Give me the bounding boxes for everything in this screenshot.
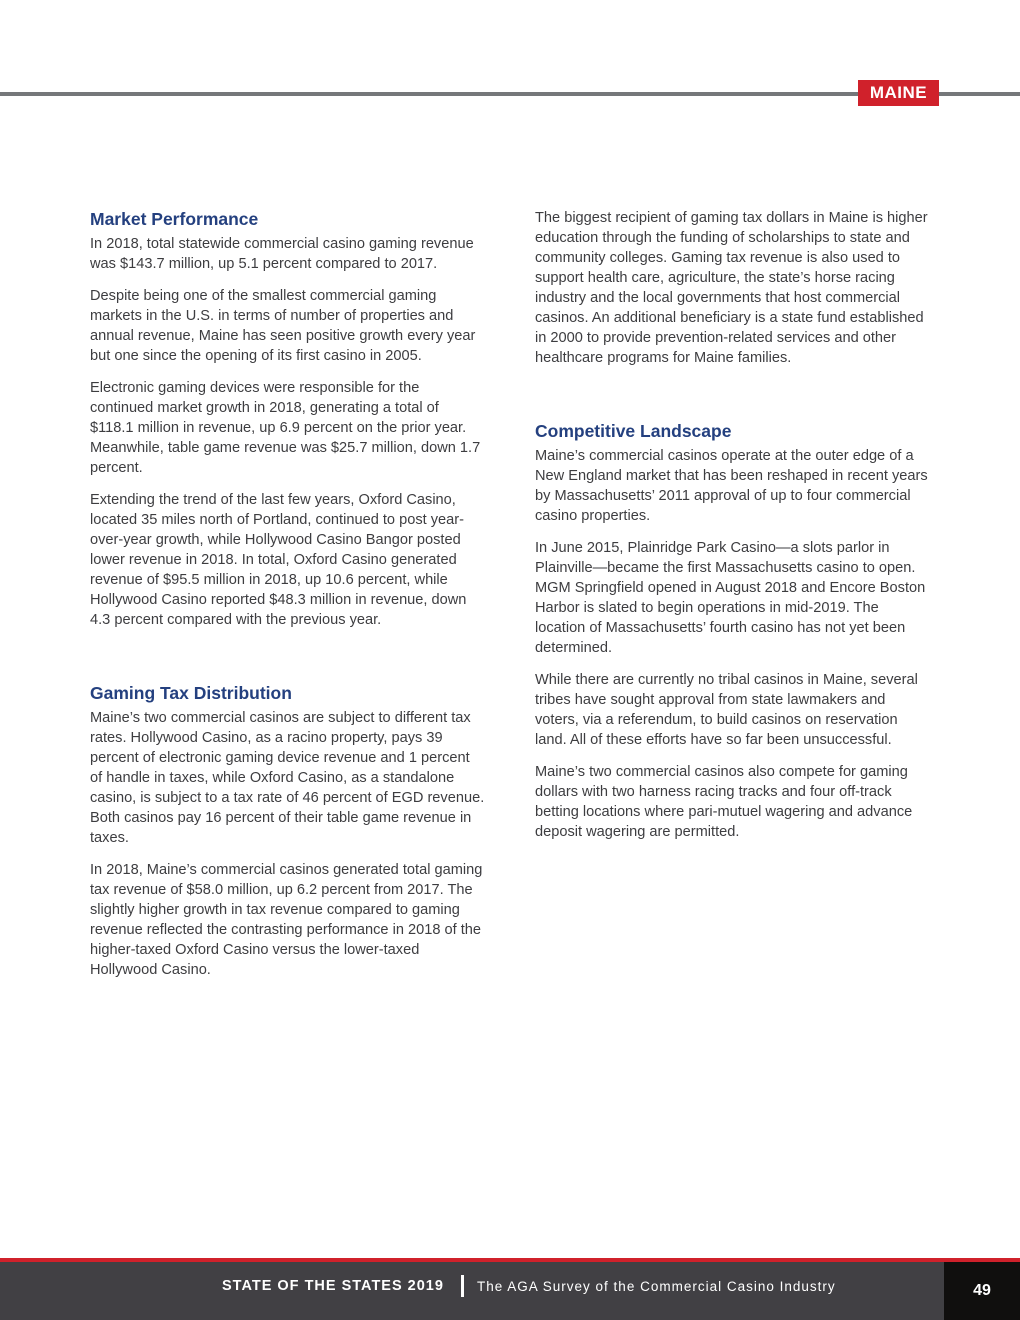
footer-bar [0,1262,944,1320]
paragraph: In 2018, total statewide commercial casino gaming revenue was $143.7 million, up 5.1 percent compared to 2017. [90,236,474,272]
section-heading-competitive-landscape: Competitive Landscape [535,421,732,441]
paragraph: Maine’s two commercial casinos also compete for gaming dollars with two harness racing tracks and four off-track betting locations where pari-mutuel wagering and advance deposit wagering are permitted. [535,764,913,840]
paragraph: Maine’s commercial casinos operate at the outer edge of a New England market that has been reshaped in recent years by Massachusetts’ 2011 approval of up to four commercial casino properties. [535,448,928,524]
section-heading-market-performance: Market Performance [90,209,259,229]
paragraph: Maine’s two commercial casinos are subject to different tax rates. Hollywood Casino, as a racino property, pays 39 percent of electronic gaming device revenue and 1 percent of handle in taxes, while Oxford Casino, as a standalone casino, is subject to a tax rate of 46 percent of EGD revenue. Both casinos pay 16 percent of their table game revenue in taxes. [90,710,485,846]
section-heading-gaming-tax-distribution: Gaming Tax Distribution [90,683,292,703]
paragraph: While there are currently no tribal casinos in Maine, several tribes have sought approval from state lawmakers and voters, via a referendum, to build casinos on reservation land. All of these efforts have so far been unsuccessful. [535,672,918,748]
paragraph: Despite being one of the smallest commercial gaming markets in the U.S. in terms of number of properties and annual revenue, Maine has seen positive growth every year but one since the opening of its first casino in 2005. [90,288,476,364]
state-tab: MAINE [858,80,939,106]
paragraph: In 2018, Maine’s commercial casinos generated total gaming tax revenue of $58.0 million, up 6.2 percent from 2017. The slightly higher growth in tax revenue compared to gaming revenue reflected the contrasting performance in 2018 of the higher-taxed Oxford Casino versus the lower-taxed Hollywood Casino. [90,862,483,978]
right-column [535,208,930,854]
footer-title: STATE OF THE STATES 2019 [222,1278,444,1294]
paragraph: Extending the trend of the last few years, Oxford Casino, located 35 miles north of Portland, continued to post year-over-year growth, while Hollywood Casino Bangor posted lower revenue in 2018. In total, Oxford Casino generated revenue of $95.5 million in 2018, up 10.6 percent, while Hollywood Casino reported $48.3 million in revenue, down 4.3 percent compared with the previous year. [90,492,467,628]
page-number: 49 [944,1262,1020,1320]
paragraph: The biggest recipient of gaming tax dollars in Maine is higher education through the funding of scholarships to state and community colleges. Gaming tax revenue is also used to support health care, agriculture, the state’s horse racing industry and the local governments that host commercial casinos. An additional beneficiary is a state fund established in 2000 to provide prevention-related services and other healthcare programs for Maine families. [535,210,928,366]
footer-separator [461,1275,464,1297]
left-column [90,208,485,992]
footer-subtitle: The AGA Survey of the Commercial Casino Industry [477,1279,836,1294]
paragraph: Electronic gaming devices were responsible for the continued market growth in 2018, generating a total of $118.1 million in revenue, up 6.9 percent on the prior year. Meanwhile, table game revenue was $25.7 million, down 1.7 percent. [90,380,481,476]
paragraph: In June 2015, Plainridge Park Casino—a slots parlor in Plainville—became the first Massachusetts casino to open. MGM Springfield opened in August 2018 and Encore Boston Harbor is slated to begin operations in mid-2019. The location of Massachusetts’ fourth casino has not yet been determined. [535,540,926,656]
